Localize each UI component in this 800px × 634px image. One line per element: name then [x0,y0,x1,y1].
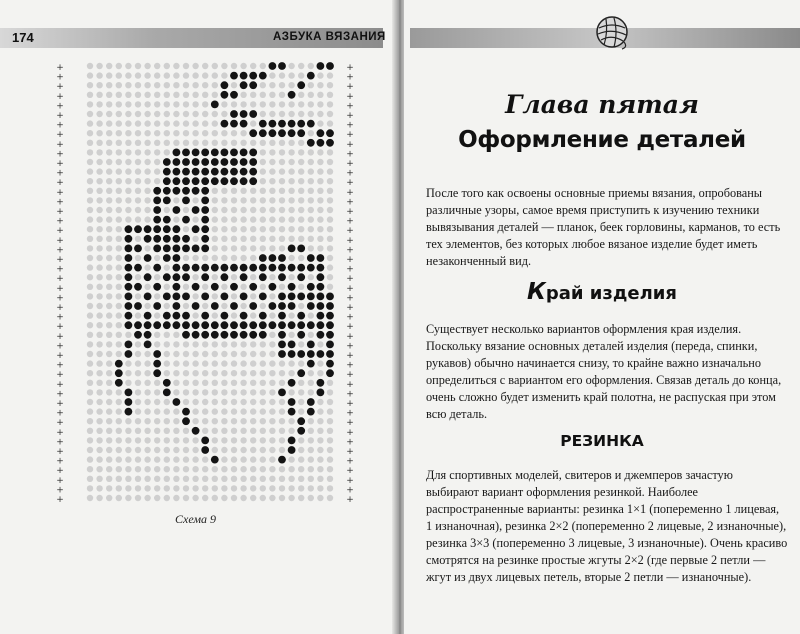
svg-text:+: + [56,475,64,486]
svg-text:+: + [56,418,64,429]
svg-text:+: + [346,312,354,323]
page-number: 174 [12,30,34,45]
svg-text:+: + [56,197,64,208]
svg-text:+: + [56,370,64,381]
svg-text:+: + [56,447,64,457]
svg-text:+: + [346,274,354,285]
svg-text:+: + [346,399,354,409]
svg-text:+: + [346,197,354,208]
svg-text:+: + [56,495,64,502]
svg-text:+: + [56,101,64,112]
svg-text:+: + [346,159,354,169]
svg-text:+: + [346,485,354,496]
chapter-title: Оформление деталей [458,127,746,153]
section-heading-rest: рай изделия [545,283,677,304]
svg-text:+: + [346,408,354,419]
svg-text:+: + [56,255,64,265]
svg-text:+: + [56,187,64,198]
svg-text:+: + [56,91,64,102]
svg-text:+: + [346,264,354,275]
svg-text:+: + [56,235,64,246]
svg-text:+: + [346,63,354,73]
svg-text:+: + [346,139,354,150]
svg-text:+: + [346,216,354,227]
svg-text:+: + [346,72,354,83]
svg-text:+: + [346,495,354,502]
svg-text:+: + [56,322,64,333]
knitting-chart [54,62,354,502]
chart-background-grid [87,63,333,501]
svg-text:+: + [346,427,354,438]
svg-text:+: + [346,226,354,237]
svg-text:+: + [56,379,64,390]
subsection-paragraph: Для спортивных моделей, свитеров и джемперов зачастую выбирают вариант оформления резинкой. Наиболее распространенные варианты: резинка 1×1 (попеременно 1 лицевая, 1 изнаночная), резинка 2×2 (попеременно 2 лицевые, 2 изнаночные), резинка 3×3 (попеременно 3 лицевые, 3 изнаночные). Очень красиво смотрятся на резинке простые жгуты 2×2 (где первые 2 петли — жгут из двух лицевых петель, вторые 2 петли — изнаночные). [426,468,788,584]
figure-caption: Схема 9 [175,512,217,526]
svg-text:+: + [346,111,354,121]
svg-text:+: + [56,274,64,285]
svg-text:+: + [346,437,354,448]
left-page [0,0,396,634]
svg-text:+: + [346,351,354,361]
svg-text:+: + [346,235,354,246]
intro-paragraph: После того как освоены основные приемы вязания, опробованы различные узоры, самое время приступить к изучению техники вывязывания деталей — планок, беек горловины, карманов, то есть тех элементов, без которых любое вязаное изделие будет иметь незаконченный вид. [426,186,781,268]
svg-text:+: + [346,178,354,189]
svg-text:+: + [346,341,354,352]
svg-text:+: + [56,466,64,477]
svg-text:+: + [346,456,354,467]
svg-text:+: + [346,130,354,141]
svg-text:+: + [56,389,64,400]
svg-text:+: + [346,283,354,294]
svg-text:+: + [346,149,354,160]
svg-text:+: + [346,245,354,256]
svg-text:+: + [346,207,354,217]
svg-text:+: + [56,63,64,73]
svg-text:+: + [56,226,64,237]
svg-text:+: + [56,360,64,371]
svg-text:+: + [346,91,354,102]
svg-text:+: + [346,82,354,93]
svg-text:+: + [56,456,64,467]
section-initial: К [527,279,546,305]
svg-text:+: + [346,187,354,198]
svg-text:+: + [56,111,64,121]
svg-text:+: + [346,255,354,265]
svg-text:+: + [56,408,64,419]
svg-text:+: + [346,379,354,390]
svg-text:+: + [56,331,64,342]
svg-text:+: + [346,331,354,342]
svg-text:+: + [346,370,354,381]
svg-text:+: + [346,120,354,131]
svg-text:+: + [346,293,354,304]
svg-text:+: + [56,120,64,131]
svg-text:+: + [56,149,64,160]
svg-text:+: + [346,389,354,400]
svg-text:+: + [56,245,64,256]
section-heading [404,279,800,305]
chart-ruler-marks [56,63,354,502]
chapter-label: Глава пятая [505,90,699,119]
svg-text:+: + [56,216,64,227]
right-page [404,0,800,634]
svg-text:+: + [56,283,64,294]
svg-text:+: + [346,303,354,313]
svg-text:+: + [56,72,64,83]
svg-text:+: + [346,418,354,429]
svg-text:+: + [346,168,354,179]
svg-text:+: + [56,427,64,438]
svg-text:+: + [56,341,64,352]
svg-text:+: + [56,178,64,189]
svg-text:+: + [56,351,64,361]
svg-text:+: + [56,168,64,179]
svg-text:+: + [346,101,354,112]
svg-text:+: + [56,264,64,275]
svg-text:+: + [56,207,64,217]
svg-text:+: + [346,447,354,457]
section-paragraph: Существует несколько вариантов оформления края изделия. Поскольку вязание основных деталей изделия (переда, спинки, рукавов) обычно начинается снизу, то крайне важно изначально определиться с вариантом его оформления. Связав деталь до конца, очень сложно будет изменить край полотна, не распуская при этом всю деталь. [426,322,782,421]
subsection-heading: РЕЗИНКА [560,432,644,450]
svg-text:+: + [56,159,64,169]
svg-text:+: + [56,130,64,141]
svg-text:+: + [346,466,354,477]
svg-text:+: + [346,475,354,486]
svg-text:+: + [56,293,64,304]
yarn-ball-icon [594,14,630,50]
svg-text:+: + [56,82,64,93]
running-head: АЗБУКА ВЯЗАНИЯ [273,31,386,43]
svg-text:+: + [56,303,64,313]
svg-text:+: + [346,360,354,371]
svg-text:+: + [56,437,64,448]
svg-text:+: + [56,312,64,323]
svg-text:+: + [56,485,64,496]
svg-text:+: + [346,322,354,333]
svg-text:+: + [56,399,64,409]
svg-text:+: + [56,139,64,150]
